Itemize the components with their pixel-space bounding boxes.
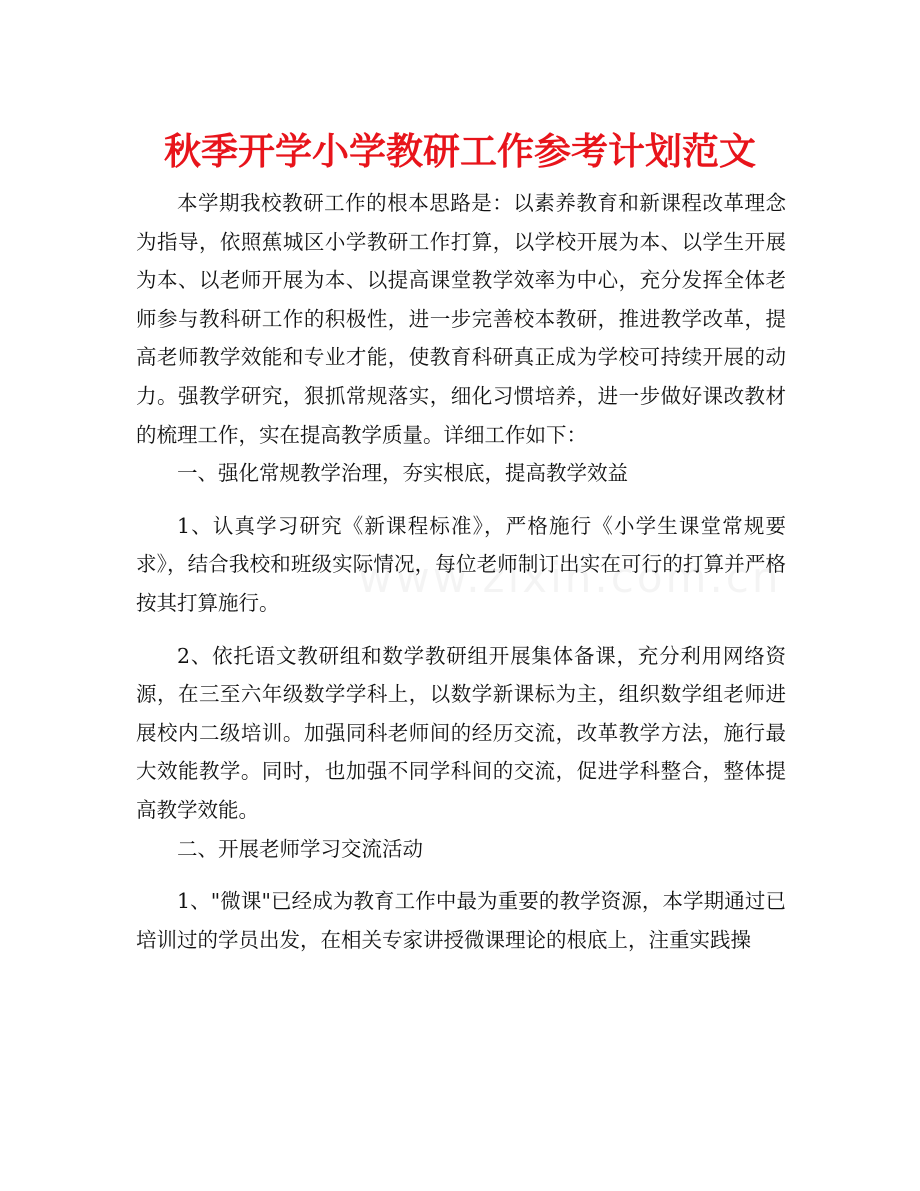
paragraph-item: 2、依托语文教研组和数学教研组开展集体备课，充分利用网络资源，在三至六年级数学学科上，以数学新课标为主，组织数学组老师进展校内二级培训。加强同科老师间的经历交流，改革教学方法，施行最大效能教学。同时，也加强不同学科间的交流，促进学科整合，整体提高教学效能。 xyxy=(136,643,786,822)
section-heading-1: 一、强化常规教学治理，夯实根底，提高教学效益 xyxy=(177,461,628,486)
paragraph-item: 1、"微课"已经成为教育工作中最为重要的教学资源，本学期通过已培训过的学员出发，在相关专家讲授微课理论的根底上，注重实践操 xyxy=(136,889,786,952)
paragraph-intro: 本学期我校教研工作的根本思路是：以素养教育和新课程改革理念为指导，依照蕉城区小学教研工作打算，以学校开展为本、以学生开展为本、以老师开展为本、以提高课堂教学效率为中心，充分发挥全体老师参与教科研工作的积极性，进一步完善校本教研，推进教学改革，提高老师教学效能和专业才能，使教育科研真正成为学校可持续开展的动力。强教学研究，狠抓常规落实，细化习惯培养，进一步做好课改教材的梳理工作，实在提高教学质量。详细工作如下： xyxy=(136,191,786,447)
document-body xyxy=(136,184,786,959)
section-heading-2: 二、开展老师学习交流活动 xyxy=(177,836,423,861)
document-title: 秋季开学小学教研工作参考计划范文 xyxy=(164,130,756,173)
paragraph-item: 1、认真学习研究《新课程标准》，严格施行《小学生课堂常规要求》，结合我校和班级实际情况，每位老师制订出实在可行的打算并严格按其打算施行。 xyxy=(136,513,786,615)
